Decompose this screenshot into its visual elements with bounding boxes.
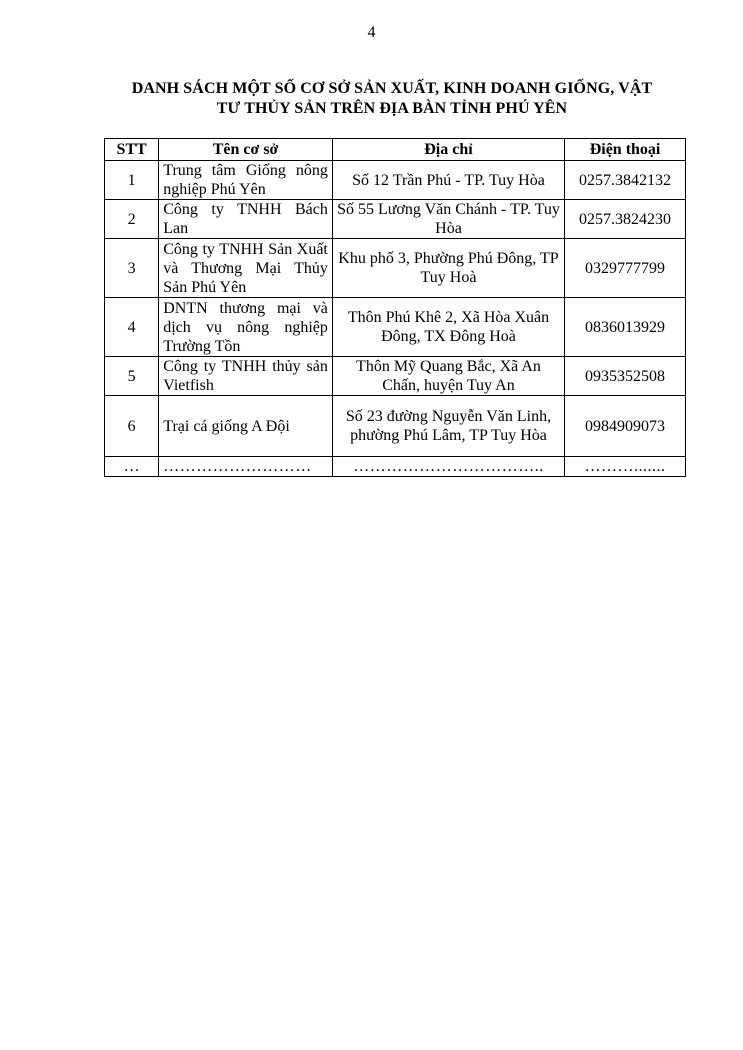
cell-address: Số 55 Lương Văn Chánh - TP. Tuy Hòa [332,200,564,239]
table-row-placeholder [105,457,686,477]
table-row [105,298,686,357]
cell-stt: 6 [105,396,159,457]
document-title-line-2: TƯ THỦY SẢN TRÊN ĐỊA BÀN TỈNH PHÚ YÊN [216,100,568,117]
cell-address: …………………………….. [332,457,564,477]
document-title [104,79,680,119]
cell-stt: 1 [105,161,159,200]
table-row [105,396,686,457]
table-header-row [105,139,686,161]
cell-address: Số 23 đường Nguyễn Văn Linh, phường Phú Lâm, TP Tuy Hòa [332,396,564,457]
cell-name: ……………………… [159,457,333,477]
cell-name: Công ty TNHH Sản Xuất và Thương Mại Thủy Sản Phú Yên [159,239,333,298]
table-row [105,239,686,298]
cell-stt: 4 [105,298,159,357]
document-title-line-1: DANH SÁCH MỘT SỐ CƠ SỞ SẢN XUẤT, KINH DOANH GIỐNG, VẬT [131,80,653,97]
cell-address: Thôn Phú Khê 2, Xã Hòa Xuân Đông, TX Đông Hoà [332,298,564,357]
cell-name: Công ty TNHH Bách Lan [159,200,333,239]
cell-name: DNTN thương mại và dịch vụ nông nghiệp Trường Tồn [159,298,333,357]
facilities-table [104,138,686,477]
header-name: Tên cơ sở [159,139,333,161]
cell-phone: 0935352508 [565,357,686,396]
table-row [105,200,686,239]
cell-name: Công ty TNHH thủy sản Vietfish [159,357,333,396]
cell-phone: 0329777799 [565,239,686,298]
cell-phone: 0836013929 [565,298,686,357]
cell-phone: 0257.3824230 [565,200,686,239]
cell-stt: 2 [105,200,159,239]
cell-address: Số 12 Trần Phú - TP. Tuy Hòa [332,161,564,200]
page-number: 4 [367,24,376,41]
cell-address: Thôn Mỹ Quang Bắc, Xã An Chấn, huyện Tuy An [332,357,564,396]
cell-stt: 3 [105,239,159,298]
table-row [105,357,686,396]
cell-phone: 0257.3842132 [565,161,686,200]
cell-phone: 0984909073 [565,396,686,457]
cell-name: Trung tâm Giống nông nghiệp Phú Yên [159,161,333,200]
header-stt: STT [105,139,159,161]
cell-name: Trại cá giống A Đội [159,396,333,457]
table-row [105,161,686,200]
header-address: Địa chỉ [332,139,564,161]
cell-stt: … [105,457,159,477]
cell-stt: 5 [105,357,159,396]
cell-address: Khu phố 3, Phường Phú Đông, TP Tuy Hoà [332,239,564,298]
header-phone: Điện thoại [565,139,686,161]
cell-phone: ………....... [565,457,686,477]
